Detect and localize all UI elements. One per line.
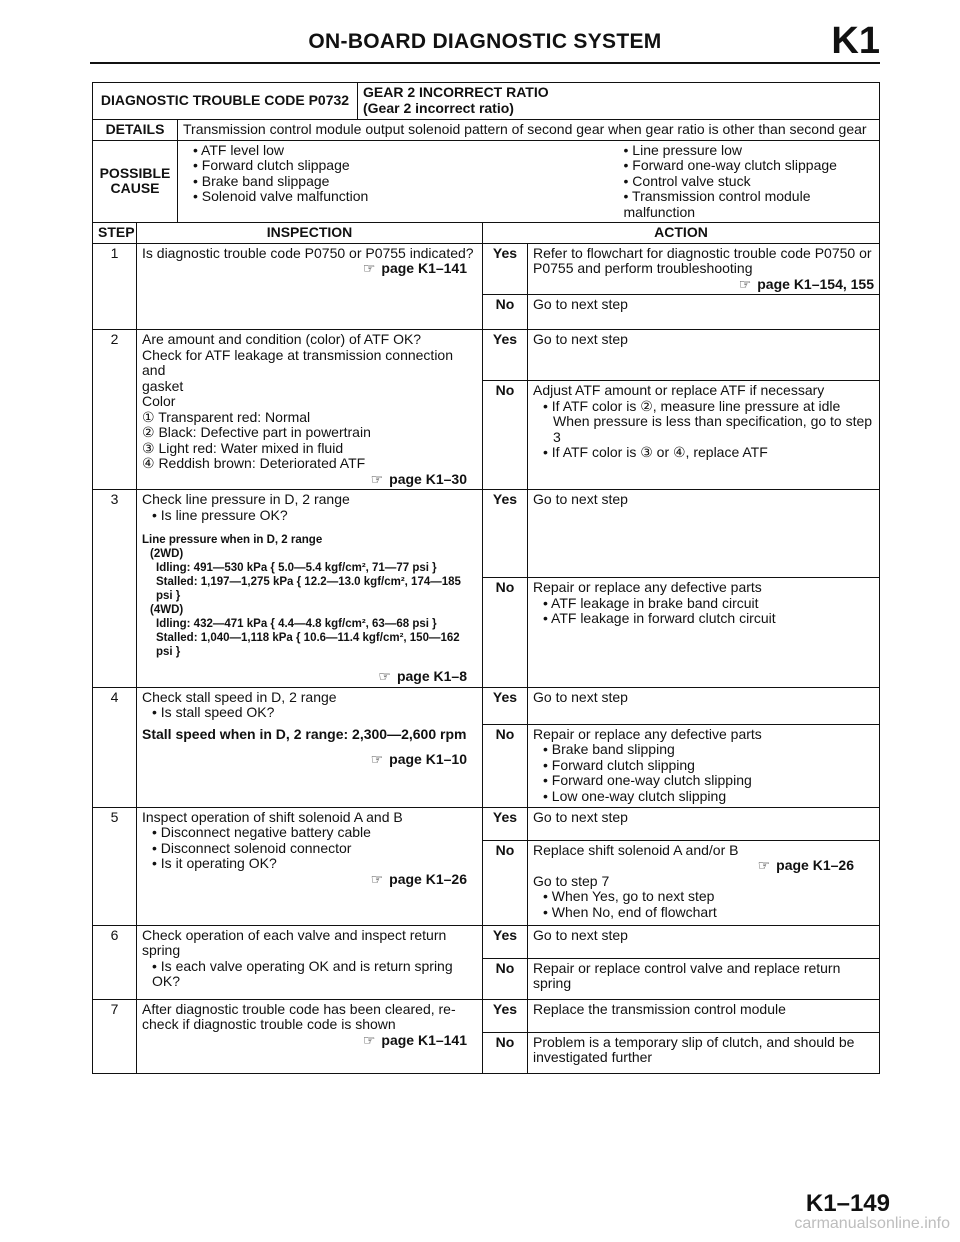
possible-cause-label-line1: POSSIBLE — [99, 164, 171, 181]
spec-line: Stalled: 1,040—1,118 kPa { 10.6—11.4 kgf/cm², 150—162 psi } — [156, 632, 460, 658]
section-code: K1 — [831, 20, 880, 62]
spec-line: Line pressure when in D, 2 range — [142, 534, 323, 546]
action-bullet: • Brake band slipping — [533, 742, 874, 758]
no-action — [528, 840, 880, 925]
pointing-hand-icon: ☞ — [362, 1031, 376, 1048]
yes-label: Yes — [483, 999, 528, 1032]
pointing-hand-icon: ☞ — [378, 668, 391, 684]
pointing-hand-icon: ☞ — [370, 870, 384, 887]
step-inspection — [137, 687, 483, 807]
page-reference — [533, 277, 874, 293]
action-line: Go to next step — [533, 808, 628, 825]
action-line: When pressure is less than specification, go to step — [553, 413, 873, 430]
page-number: K1–149 — [805, 1190, 890, 1217]
inspection-line: Are amount and condition (color) of ATF OK? — [142, 331, 422, 347]
action-line: spring — [533, 975, 572, 991]
action-bullet: • ATF leakage in brake band circuit — [533, 596, 874, 612]
possible-cause-row — [93, 140, 880, 223]
action-line: Go to next step — [533, 296, 628, 312]
yes-action — [528, 490, 880, 578]
dtc-row — [93, 83, 880, 120]
inspection-line: Color — [142, 393, 176, 409]
inspection-line: Inspect operation of shift solenoid A and B — [142, 808, 403, 825]
action-bullet: • If ATF color is ②, measure line pressure at idle — [533, 399, 874, 415]
step-number: 6 — [93, 925, 137, 999]
page-reference — [142, 669, 477, 685]
step-6-yes-row — [93, 925, 880, 958]
action-column-header: ACTION — [483, 223, 880, 244]
step-inspection — [137, 490, 483, 688]
action-bullet: • Forward clutch slipping — [533, 758, 874, 774]
inspection-line: ③ Light red: Water mixed in fluid — [142, 439, 344, 456]
page-ref-text: page K1–10 — [389, 751, 467, 767]
no-label: No — [483, 958, 528, 999]
spec-line: Stalled: 1,197—1,275 kPa { 12.2—13.0 kgf/cm², 174—185 psi } — [156, 576, 461, 602]
dtc-name-line2: (Gear 2 incorrect ratio) — [363, 99, 514, 116]
step-number: 4 — [93, 687, 137, 807]
page-title: ON-BOARD DIAGNOSTIC SYSTEM — [308, 30, 662, 53]
pointing-hand-icon: ☞ — [370, 470, 384, 487]
action-line: Replace the transmission control module — [533, 1000, 786, 1017]
line-pressure-spec — [142, 533, 477, 659]
cause-item: • Line pressure low — [614, 143, 875, 159]
action-line: Go to next step — [533, 926, 628, 943]
yes-action — [528, 925, 880, 958]
inspection-line: After diagnostic trouble code has been cleared, re- — [142, 1000, 456, 1017]
yes-label: Yes — [483, 687, 528, 724]
action-line: Problem is a temporary slip of clutch, and should be — [533, 1033, 855, 1050]
page-reference — [142, 472, 477, 488]
page-reference — [533, 858, 874, 874]
page-reference — [142, 261, 477, 277]
no-label: No — [483, 381, 528, 490]
inspection-bullet: • Is line pressure OK? — [142, 508, 477, 524]
step-column-header: STEP — [93, 223, 137, 244]
step-3-yes-row — [93, 490, 880, 578]
spec-line: Idling: 432—471 kPa { 4.4—4.8 kgf/cm², 63—68 psi } — [156, 618, 437, 630]
step-number: 3 — [93, 490, 137, 688]
cause-item: • Solenoid valve malfunction — [183, 189, 524, 205]
inspection-bullet: • Is it operating OK? — [142, 856, 477, 872]
step-number: 2 — [93, 330, 137, 490]
page-ref-text: page K1–154, 155 — [757, 275, 874, 292]
page-ref-text: page K1–30 — [389, 470, 467, 487]
action-bullet: • Low one-way clutch slipping — [533, 789, 874, 805]
page-reference — [142, 872, 477, 888]
possible-cause-label-line2: CAUSE — [110, 180, 160, 197]
cause-item: • Forward clutch slippage — [183, 158, 524, 174]
step-number: 1 — [93, 243, 137, 330]
action-bullet: • When No, end of flowchart — [533, 905, 874, 921]
yes-action — [528, 999, 880, 1032]
pointing-hand-icon: ☞ — [362, 260, 376, 276]
page-ref-text: page K1–26 — [389, 870, 467, 887]
diagnostic-sheet — [92, 82, 880, 1074]
step-inspection — [137, 999, 483, 1073]
action-line: P0755 and perform troubleshooting — [533, 260, 753, 276]
step-inspection — [137, 243, 483, 330]
step-2-yes-row — [93, 330, 880, 381]
page-ref-text: page K1–141 — [381, 260, 467, 276]
page-ref-text: page K1–26 — [776, 857, 854, 873]
inspection-bullet: • Disconnect negative battery cable — [142, 825, 477, 841]
action-line: 3 — [553, 428, 561, 445]
step-inspection — [137, 330, 483, 490]
step-inspection — [137, 925, 483, 999]
inspection-line: ② Black: Defective part in powertrain — [142, 424, 371, 440]
inspection-line: spring — [142, 942, 181, 958]
action-bullet: • ATF leakage in forward clutch circuit — [533, 611, 874, 627]
page-ref-text: page K1–141 — [381, 1031, 467, 1048]
steps-table — [92, 222, 880, 1074]
inspection-line: check if diagnostic trouble code is shown — [142, 1016, 396, 1032]
no-label: No — [483, 1032, 528, 1073]
cause-item: • Control valve stuck — [614, 174, 875, 190]
yes-label: Yes — [483, 490, 528, 578]
no-label: No — [483, 724, 528, 807]
stall-speed-spec: Stall speed when in D, 2 range: 2,300—2,600 rpm — [142, 725, 467, 742]
dtc-name — [358, 83, 880, 120]
action-line: investigated further — [533, 1049, 653, 1065]
step-number: 7 — [93, 999, 137, 1073]
inspection-line: Check operation of each valve and inspect return — [142, 926, 447, 943]
yes-label: Yes — [483, 807, 528, 840]
no-label: No — [483, 840, 528, 925]
action-line: Replace shift solenoid A and/or B — [533, 841, 739, 858]
page-header — [90, 20, 880, 64]
action-bullet: • Forward one-way clutch slipping — [533, 773, 874, 789]
inspection-line: gasket — [142, 377, 184, 394]
cause-list-right — [534, 143, 875, 221]
no-action — [528, 381, 880, 490]
cause-item: • Brake band slippage — [183, 174, 524, 190]
dtc-code-label: DIAGNOSTIC TROUBLE CODE P0732 — [93, 83, 358, 120]
no-action — [528, 1032, 880, 1073]
possible-cause-label — [93, 140, 178, 223]
watermark: carmanualsonline.info — [794, 1215, 950, 1232]
dtc-name-line1: GEAR 2 INCORRECT RATIO — [363, 84, 549, 100]
cause-item: • Transmission control module malfunction — [614, 189, 875, 220]
no-action — [528, 578, 880, 687]
inspection-bullet: • Is stall speed OK? — [142, 705, 477, 721]
cause-list-left — [183, 143, 524, 221]
details-row — [93, 120, 880, 141]
step-1-yes-row — [93, 243, 880, 295]
action-line: Go to step 7 — [533, 872, 610, 889]
action-line: Repair or replace control valve and replace return — [533, 959, 841, 976]
no-action — [528, 958, 880, 999]
inspection-bullet: • Is each valve operating OK and is return spring OK? — [142, 959, 477, 990]
inspection-line: ④ Reddish brown: Deteriorated ATF — [142, 455, 366, 471]
inspection-line: Check for ATF leakage at transmission connection and — [142, 346, 454, 378]
yes-label: Yes — [483, 925, 528, 958]
inspection-bullet: • Disconnect solenoid connector — [142, 841, 477, 857]
yes-action — [528, 687, 880, 724]
page-ref-text: page K1–8 — [396, 668, 467, 684]
action-line: Repair or replace any defective parts — [533, 579, 762, 596]
details-label: DETAILS — [93, 120, 178, 141]
inspection-line: Is diagnostic trouble code P0750 or P0755 indicated? — [142, 244, 474, 261]
yes-label: Yes — [483, 243, 528, 295]
action-bullet: • If ATF color is ③ or ④, replace ATF — [533, 445, 874, 461]
yes-label: Yes — [483, 330, 528, 381]
no-action — [528, 724, 880, 807]
spec-line: Idling: 491—530 kPa { 5.0—5.4 kgf/cm², 71—77 psi } — [156, 562, 437, 574]
step-number: 5 — [93, 807, 137, 925]
inspection-column-header: INSPECTION — [137, 223, 483, 244]
yes-action — [528, 330, 880, 381]
spec-line: (4WD) — [150, 604, 184, 616]
inspection-line: ① Transparent red: Normal — [142, 408, 311, 425]
possible-cause-list — [178, 140, 880, 223]
page-reference — [142, 1033, 477, 1049]
no-label: No — [483, 578, 528, 687]
inspection-line: Check stall speed in D, 2 range — [142, 688, 337, 705]
steps-header-row — [93, 223, 880, 244]
step-4-yes-row — [93, 687, 880, 724]
no-action — [528, 295, 880, 330]
action-line: Refer to flowchart for diagnostic trouble code P0750 or — [533, 244, 872, 261]
details-text: Transmission control module output solenoid pattern of second gear when gear ratio is other than second gear — [178, 120, 880, 141]
cause-item: • ATF level low — [183, 143, 524, 159]
pointing-hand-icon: ☞ — [757, 857, 771, 873]
action-bullet: • When Yes, go to next step — [533, 889, 874, 905]
dtc-info-table — [92, 82, 880, 223]
pointing-hand-icon: ☞ — [738, 275, 752, 292]
action-line: Go to next step — [533, 688, 628, 705]
inspection-line: Check line pressure in D, 2 range — [142, 491, 350, 507]
no-label: No — [483, 295, 528, 330]
step-inspection — [137, 807, 483, 925]
page-reference — [142, 752, 477, 768]
yes-action — [528, 243, 880, 295]
action-line: Repair or replace any defective parts — [533, 725, 762, 742]
action-line: Go to next step — [533, 331, 628, 347]
cause-item: • Forward one-way clutch slippage — [614, 158, 875, 174]
action-line: Go to next step — [533, 491, 628, 507]
spec-line: (2WD) — [150, 548, 184, 560]
pointing-hand-icon: ☞ — [370, 751, 384, 767]
step-5-yes-row — [93, 807, 880, 840]
yes-action — [528, 807, 880, 840]
step-7-yes-row — [93, 999, 880, 1032]
action-line: Adjust ATF amount or replace ATF if necessary — [533, 382, 825, 399]
